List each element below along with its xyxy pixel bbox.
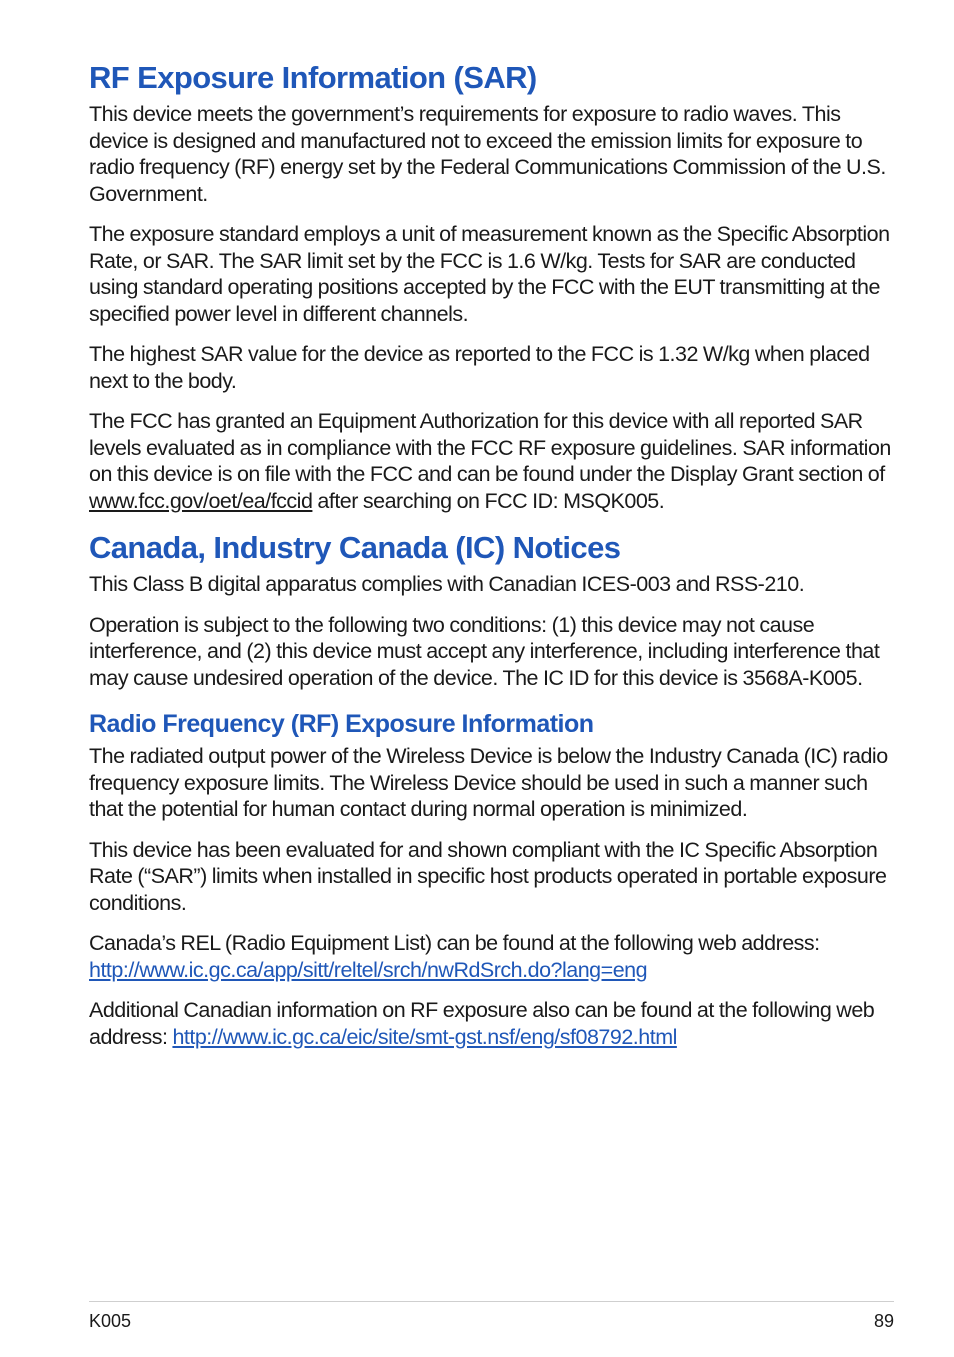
rf-paragraph-3	[89, 930, 904, 983]
sar-paragraph-4	[89, 408, 904, 514]
canada-paragraph-2: Operation is subject to the following two conditions: (1) this device may not cause interference, and (2) this device must accept any interference, including interference that may cause undesired operation of the device. The IC ID for this device is 3568A-K005.	[89, 612, 880, 690]
rf-paragraph-1: The radiated output power of the Wireless Device is below the Industry Canada (IC) radio frequency exposure limits. The Wireless Device should be used in such a manner such that the potential for human contact during normal operation is minimized.	[89, 744, 888, 821]
rf-paragraph-3-text: Canada’s REL (Radio Equipment List) can be found at the following web address:	[89, 931, 820, 955]
sar-paragraph-1: This device meets the government’s requirements for exposure to radio waves. This device is designed and manufactured not to exceed the emission limits for exposure to radio frequency (RF) energy set by the Federal Communications Commission of the U.S. Government.	[89, 102, 886, 206]
page-content	[89, 58, 904, 1064]
rf-paragraph-4-text: Additional Canadian information on RF exposure also can be found at the following web address:	[89, 998, 875, 1049]
rf-paragraph-4	[89, 997, 904, 1050]
page-number: 89	[873, 1311, 894, 1331]
rf-paragraph-2: This device has been evaluated for and shown compliant with the IC Specific Absorption Rate (“SAR”) limits when installed in specific host products operated in portable exposure conditions.	[89, 837, 887, 915]
fcc-id-link[interactable]: www.fcc.gov/oet/ea/fccid	[89, 488, 313, 513]
sar-paragraph-3: The highest SAR value for the device as reported to the FCC is 1.32 W/kg when placed next to the body.	[89, 342, 870, 393]
heading-canada-ic-notices: Canada, Industry Canada (IC) Notices	[89, 530, 621, 565]
sar-paragraph-4-tail: after searching on FCC ID: MSQK005.	[312, 488, 665, 513]
heading-rf-exposure-information: Radio Frequency (RF) Exposure Information	[89, 710, 594, 738]
rf-exposure-info-link[interactable]: http://www.ic.gc.ca/eic/site/smt-gst.nsf/eng/sf08792.html	[172, 1024, 677, 1049]
heading-rf-exposure-sar: RF Exposure Information (SAR)	[89, 60, 537, 95]
canada-paragraph-1: This Class B digital apparatus complies with Canadian ICES-003 and RSS-210.	[89, 572, 805, 596]
sar-paragraph-4-text: The FCC has granted an Equipment Authorization for this device with all reported SAR levels evaluated as in compliance with the FCC RF exposure guidelines. SAR information on this device is on file with the FCC and can be found under the Display Grant section of	[89, 409, 891, 486]
footer-model: K005	[89, 1311, 132, 1331]
rel-list-link[interactable]: http://www.ic.gc.ca/app/sitt/reltel/srch/nwRdSrch.do?lang=eng	[89, 957, 648, 982]
footer-divider	[89, 1301, 894, 1302]
sar-paragraph-2: The exposure standard employs a unit of measurement known as the Specific Absorption Rate, or SAR. The SAR limit set by the FCC is 1.6 W/kg. Tests for SAR are conducted using standard operating positions accepted by the FCC with the EUT transmitting at the specified power level in different channels.	[89, 222, 890, 326]
